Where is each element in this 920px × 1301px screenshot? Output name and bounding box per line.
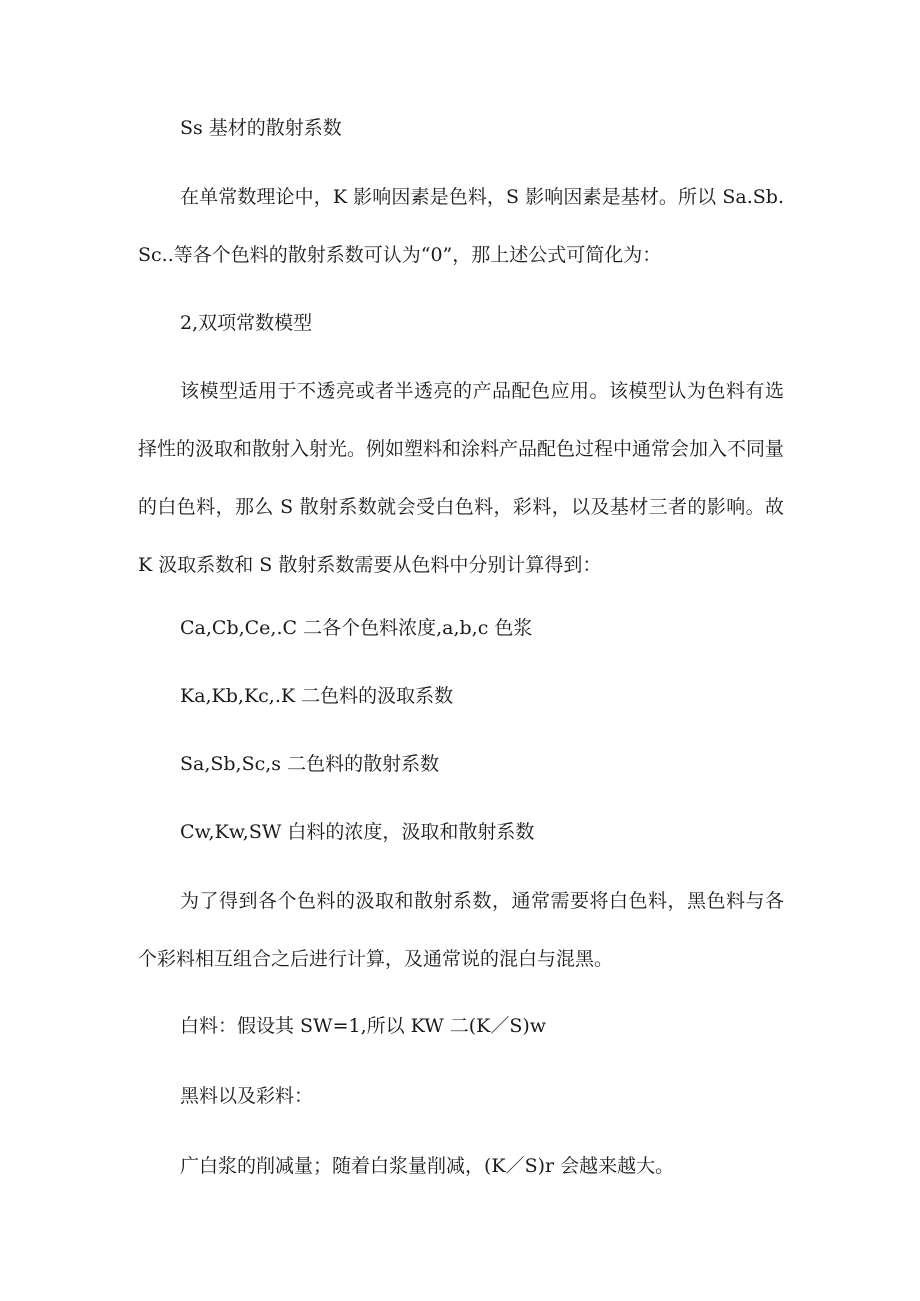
paragraph-heading-two-constant-model: 2,双项常数模型 bbox=[180, 312, 313, 334]
paragraph-white-reduction: 广白浆的削减量；随着白浆量削减，(K／S)r 会越来越大。 bbox=[180, 1155, 675, 1177]
paragraph-white-definition: Cw,Kw,SW 白料的浓度，汲取和散射系数 bbox=[180, 821, 535, 843]
paragraph-single-constant-theory: 在单常数理论中，K 影响因素是色料，S 影响因素是基材。所以 Sa.Sb.Sc..等各个色料的散射系数可认为“0”，那上述公式可简化为： bbox=[138, 186, 784, 266]
paragraph-scattering-definition: Sa,Sb,Sc,s 二色料的散射系数 bbox=[180, 753, 440, 775]
paragraph-two-constant-model-description: 该模型适用于不透亮或者半透亮的产品配色应用。该模型认为色料有选择性的汲取和散射入射光。例如塑料和涂料产品配色过程中通常会加入不同量的白色料，那么 S 散射系数就会受白色料，彩料，以及基材三者的影响。故 K 汲取系数和 S 散射系数需要从色料中分别计算得到： bbox=[138, 380, 785, 576]
paragraph-mixing-method: 为了得到各个色料的汲取和散射系数，通常需要将白色料，黑色料与各个彩料相互组合之后进行计算，及通常说的混白与混黑。 bbox=[138, 890, 784, 970]
paragraph-ss-definition: Ss 基材的散射系数 bbox=[180, 117, 342, 139]
paragraph-absorption-definition: Ka,Kb,Kc,.K 二色料的汲取系数 bbox=[180, 685, 454, 707]
paragraph-white-assumption: 白料：假设其 SW=1,所以 KW 二(K／S)w bbox=[180, 1015, 547, 1037]
paragraph-black-and-color: 黑料以及彩料： bbox=[180, 1085, 314, 1107]
paragraph-concentration-definition: Ca,Cb,Ce,.C 二各个色料浓度,a,b,c 色浆 bbox=[180, 617, 533, 639]
